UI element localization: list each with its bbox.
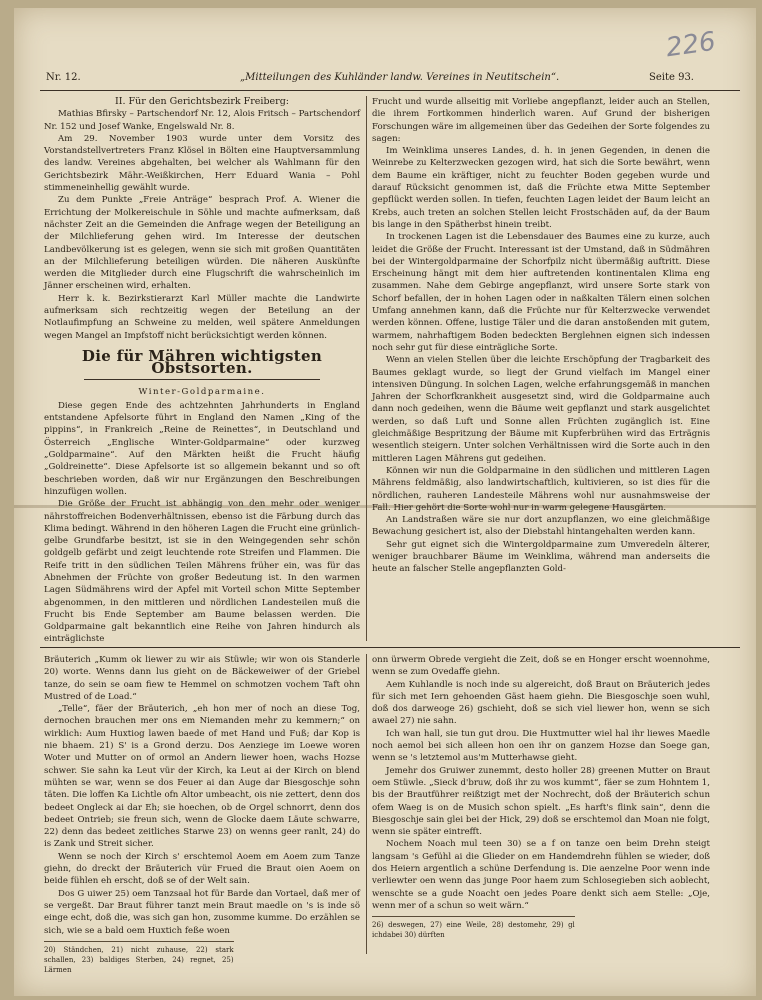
paragraph: Bräuterich „Kumm ok liewer zu wir ais Stüwle; wir won ois Standerle 20) worte. Wenns dann lus gieht on de Bäckeweiwer of der Griebel tanze, do sein se oam fiew te Hemmel on schmotzen vochem Taft ohn Mustred of de Load.“ <box>44 655 360 702</box>
footnotes: 20) Ständchen, 21) nicht zuhause, 22) stark schallen, 23) baldiges Sterben, 24) regnet, 25) Lärmen <box>44 941 234 975</box>
paragraph: Wenn se noch der Kirch s' erschtemol Aoem em Aoem zum Tanze giehn, do dreckt der Bräuterich vür Frued die Braut oien Aoem on beide fühlen eh erscht, doß se of der Welt sain. <box>44 851 360 887</box>
column-left-bottom <box>44 654 360 974</box>
paragraph: Sehr gut eignet sich die Wintergoldparmaine zum Umveredeln älterer, weniger brauchbarer Bäume im Weinklima, während man anderseits die heute an falscher Stelle angepflanzten Gold- <box>372 539 710 575</box>
article-subtitle: Winter-Goldparmaine. <box>138 386 266 397</box>
article-title: Die für Mähren wichtigsten Obstsorten. <box>81 346 323 378</box>
paragraph: Wenn an vielen Stellen über die leichte Erschöpfung der Tragbarkeit des Baumes geklagt wurde, so liegt der Grund vielfach im Mangel einer intensiven Düngung. In solchen Lagen, welche erfahrungsgemäß in manchen Jahren der Schorfkrankheit ausgesetzt sind, wird die Goldparmaine auch dann noch gedeihen, wenn die Bäume weit gepflanzt und stark ausgelichtet werden, so daß Luft und Sonne allen Früchten zugänglich ist. Eine gleichmäßige Bespritzung der Bäume mit Kupferbrühen wird das Erträgnis wesentlich steigern. Unter solchen Verhältnissen wird die Sorte auch in den mittleren Lagen Mährens gut gedeihen. <box>372 355 710 464</box>
column-right-top <box>372 96 710 641</box>
paragraph: In trockenen Lagen ist die Lebensdauer des Baumes eine zu kurze, auch leidet die Größe der Frucht. Interessant ist der Umstand, daß in Südmähren bei der Wintergoldparmaine der Schorfpilz nicht übermäßig auftritt. Diese Erscheinung hängt mit dem hier auftretenden kontinentalen Klima eng zusammen. Nahe dem Gebirge angepflanzt, wird unsere Sorte stark von Schorf befallen, der in hohen Lagen oder in naßkalten Tälern einen solchen Umfang annehmen kann, daß die Früchte nur für Kelterzwecke verwendet werden können. Offene, lustige Täler und die daran anstoßenden mit gutem, warmem, nahrhaftigem Boden bedeckten Berglehnen eignen sich indessen noch sehr gut für diese einträgliche Sorte. <box>372 232 710 353</box>
paragraph: Nochem Noach mul teen 30) se a f on tanze oen beim Drehn steigt langsam 's Gefühl ai die Glieder on em Handemdrehn fühlen se wieder, doß dos Heiern argentlich a schüne Derfendung is. Die aenzelne Poor wenn inde verliewter oen wenn das junge Poor haem zum Schlosegieben sich aoblecht, wenschte se a gude Noacht oen jedes Poare denkt sich aem Stelle: „Oje, wenn mer of a schun so weit wärn.“ <box>372 839 710 911</box>
column-right-bottom <box>372 654 710 954</box>
paragraph: onn ürwerm Obrede vergieht die Zeit, doß se en Honger erscht woennohme, wenn se zum Ovedaffe giehn. <box>372 655 710 678</box>
column-left-top <box>44 96 360 645</box>
column-divider <box>366 96 367 641</box>
paragraph: Aem Kuhlandle is noch inde su algereicht, doß Braut on Bräuterich jedes für sich met Iern gehoenden Gäst haem giehn. Die Biesgoschje soen wuhl, doß dos darweoge 26) gschieht, doß se sich viel liewer hon, wenn se sich awael 27) nie sahn. <box>372 679 710 727</box>
footnotes: 26) deswegen, 27) eine Weile, 28) destomehr, 29) gl ichdabei 30) dürften <box>372 916 575 940</box>
paragraph: „Telle“, fäer der Bräuterich, „eh hon mer of noch an diese Tog, dernochen brauchen mer ons em Niemanden mehr zu kemmern;“ on wirklich: Aum Huxtiog lawen baede of met Hand und Fuß; dar Kop is nie bhaem. 21) S' is a Grond derzu. Dos Aenziege im Loewe woren Woter und Mutter on of ormol an Andern liewer hoen, wachs Hozse schwer. Sie sahn ka Leut vür der Kirch, ka Leut ai der Kirch on blend mühten se war, wenn se dos Feuer ai dan Auge dar Biesgoschje sohn täten. Die loffen Ka Lichtle ofn Altor umbeacht, ois nie zettert, denn dos bedeet Ongleck ai dar Eh; sie hoechen, ob de Orgel schnorrt, denn dos bedeet Ontrieb; sie freun sich, wenn de Glocke daem Läute schwarre, 22) denn das bedeet zeitliches Starwe 23) on wenns geer ranlt, 24) do is Zank und Streit sicher. <box>44 704 360 850</box>
handwritten-page-number: 226 <box>664 26 718 64</box>
paragraph: Am 29. November 1903 wurde unter dem Vorsitz des Vorstandstellvertreters Franz Klösel in Bölten eine Hauptversammlung des landw. Vereines abgehalten, bei welcher als Wahlmann für den Gerichtsbezirk Mähr.-Weißkirchen, Herr Eduard Wania – Pohl stimmeneinhellig gewählt wurde. <box>44 133 360 194</box>
paragraph: Ich wan hall, sie tun gut drou. Die Huxtmutter wiel hal ihr liewes Maedle noch aemol bei sich alleen hon oen ihr on ganzem Hozse dan Soege gan, wenn se 's letztemol aus'm Mutterhawse gieht. <box>372 728 710 764</box>
paragraph: An Landstraßen wäre sie nur dort anzupflanzen, wo eine gleichmäßige Bewachung gesichert ist, also der Diebstahl hintangehalten werden kann. <box>372 515 710 538</box>
issue-number: Nr. 12. <box>46 72 81 83</box>
journal-title: „Mitteilungen des Kuhländer landw. Vereines in Neutitschein“. <box>240 72 560 83</box>
section-subhead: II. Für den Gerichtsbezirk Freiberg: <box>115 96 289 107</box>
paragraph: Diese gegen Ende des achtzehnten Jahrhunderts in England entstandene Apfelsorte führt in England den Namen „King of the pippins“, in Frankreich „Reine de Reinettes“, in Deutschland und Österreich „Englische Winter-Goldparmaine“ oder kurzweg „Goldparmaine“. Auf den Märkten heißt die Frucht häufig „Goldreinette“. Diese Apfelsorte ist so allgemein bekannt und so oft beschrieben worden, daß wir nur Ergänzungen den Beschreibungen hinzufügen wollen. <box>44 400 360 497</box>
title-divider <box>84 379 320 380</box>
paragraph: Im Weinklima unseres Landes, d. h. in jenen Gegenden, in denen die Weinrebe zu Kelterzwecken gezogen wird, hat sich die Sorte bewährt, wenn dem Baume ein kräftiger, nicht zu feuchter Boden gegeben wurde und darauf Rücksicht genommen ist, daß die Früchte etwa Mitte September gepflückt werden sollen. In tiefen, feuchten Lagen leidet der Baum leicht an Krebs, auch treten an solchen Stellen leicht Frostschäden auf, da der Baum bis lange in den Spätherbst hinein treibt. <box>372 146 710 230</box>
feuilleton-divider <box>40 647 740 648</box>
paragraph: Die Größe der Frucht ist abhängig von den mehr oder weniger nährstoffreichen Bodenverhältnissen, ebenso ist die Färbung durch das Klima bedingt. Während in den höheren Lagen die Frucht eine grünlich-gelbe Grundfarbe besitzt, ist sie in den Weingegenden sehr schön goldgelb gefärbt und zeigt leuchtende rote Streifen und Flammen. Die Reife tritt in den südlichen Teilen Mährens früher ein, was für das Abnehmen der Früchte von großer Bedeutung ist. In den warmen Lagen Südmährens wird der Apfel mit Vorteil schon Mitte September abgenommen, in den mittleren und nördlichen Landesteilen muß die Frucht bis Ende September am Baume belassen werden. Die Goldparmaine galt bekanntlich eine Reihe von Jahren hindurch als einträglichste <box>44 499 360 645</box>
page-number: Seite 93. <box>649 72 694 83</box>
running-header <box>40 68 740 91</box>
paragraph: Mathias Bfirsky – Partschendorf Nr. 12, Alois Fritsch – Partschendorf Nr. 152 und Josef Wanke, Engelswald Nr. 8. <box>44 109 360 132</box>
column-divider <box>366 654 367 954</box>
paragraph: Können wir nun die Goldparmaine in den südlichen und mittleren Lagen Mährens feldmäßig, also landwirtschaftlich, kultivieren, so ist dies für die nördlichen, rauheren Landesteile Mährens wohl nur ausnahmsweise der Fall. Hier gehört die Sorte wohl nur in warm gelegene Hausgärten. <box>372 465 710 513</box>
paragraph: Dos G uiwer 25) oem Tanzsaal hot für Barde dan Vortael, daß mer of se vergeßt. Dar Braut führer tanzt mein Braut maedle on 's is inde sö einge echt, doß die, was sich gan hon, zusomme kumme. Do erzählen se sich, wie se a bald oem Huxtich feße woen <box>44 888 360 936</box>
paragraph: Herr k. k. Bezirkstierarzt Karl Müller machte die Landwirte aufmerksam sich rechtzeitig wegen der Beteilung an der Notlaufimpfung an Schweine zu melden, weil spätere Anmeldungen wegen Mangel an Impfstoff nicht berücksichtigt werden können. <box>44 293 360 341</box>
paragraph: Frucht und wurde allseitig mit Vorliebe angepflanzt, leider auch an Stellen, die ihrem Fortkommen hinderlich waren. Auf Grund der bisherigen Forschungen wäre im allgemeinen über das Gedeihen der Sorte folgendes zu sagen: <box>372 97 710 144</box>
paragraph: Zu dem Punkte „Freie Anträge“ besprach Prof. A. Wiener die Errichtung der Molkereischule in Söhle und machte aufmerksam, daß nächster Zeit an die Gemeinden die Anfrage wegen der Beteiligung an der Milchlieferung gehen wird. Im Interesse der deutschen Landbevölkerung ist es gelegen, wenn sie sich mit großen Quantitäten an der Milchlieferung beteiligen würden. Die näheren Auskünfte werden die Mitglieder durch eine Flugschrift die wahrscheinlich im Jänner erscheinen wird, erhalten. <box>44 195 360 292</box>
paragraph: Jemehr dos Gruiwer zunemmt, desto holler 28) greenen Mutter on Braut oem Stüwle. „Sieck d'bruw, doß ihr zu wos kummt“, fäer se zum Hohntem 1, bis der Brautführer reißtzigt met der Nochrecht, doß der Bräuterich schun ofem Waeg is on de Musich schon spielt. „Es harft's flink sain“, denn die Biesgoschje sain glei bei der Hick, 29) doß se erschtemol dan Moan nie folgt, wenn sie später eintrefft. <box>372 765 710 838</box>
